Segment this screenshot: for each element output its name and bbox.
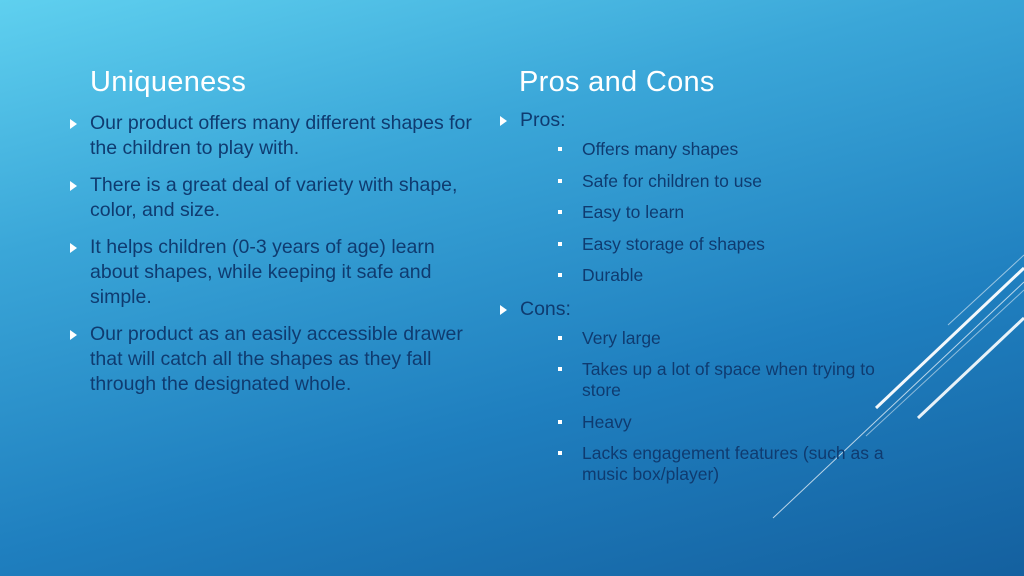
list-item: Durable xyxy=(558,265,896,286)
square-bullet-icon xyxy=(558,451,562,455)
square-bullet-icon xyxy=(558,242,562,246)
list-item: Takes up a lot of space when trying to store xyxy=(558,359,896,401)
arrow-bullet-icon xyxy=(500,305,507,315)
square-bullet-icon xyxy=(558,336,562,340)
square-bullet-icon xyxy=(558,147,562,151)
arrow-bullet-icon xyxy=(70,119,77,129)
square-bullet-icon xyxy=(558,367,562,371)
pros-label: Pros: xyxy=(520,109,566,131)
square-bullet-icon xyxy=(558,273,562,277)
uniqueness-list xyxy=(66,111,476,409)
pros-cons-heading: Pros and Cons xyxy=(519,66,715,98)
pros-sublist xyxy=(558,139,896,286)
list-item: Offers many shapes xyxy=(558,139,896,160)
list-item: There is a great deal of variety with shape, color, and size. xyxy=(66,173,476,223)
list-item: Our product offers many different shapes for the children to play with. xyxy=(66,111,476,161)
square-bullet-icon xyxy=(558,420,562,424)
arrow-bullet-icon xyxy=(500,116,507,126)
list-item: Very large xyxy=(558,328,896,349)
deco-line-1 xyxy=(948,255,1024,325)
list-item: Lacks engagement features (such as a music box/player) xyxy=(558,443,896,485)
arrow-bullet-icon xyxy=(70,181,77,191)
uniqueness-heading: Uniqueness xyxy=(90,66,247,98)
list-item: It helps children (0-3 years of age) learn about shapes, while keeping it safe and simple. xyxy=(66,235,476,310)
list-item: Safe for children to use xyxy=(558,171,896,192)
cons-sublist xyxy=(558,328,896,486)
pros-cons-list xyxy=(496,108,896,496)
arrow-bullet-icon xyxy=(70,243,77,253)
square-bullet-icon xyxy=(558,179,562,183)
list-item: Easy to learn xyxy=(558,202,896,223)
deco-line-3 xyxy=(918,318,1024,418)
list-item: Heavy xyxy=(558,412,896,433)
square-bullet-icon xyxy=(558,210,562,214)
list-item: Our product as an easily accessible drawer that will catch all the shapes as they fall through the designated whole. xyxy=(66,322,476,397)
arrow-bullet-icon xyxy=(70,330,77,340)
cons-label: Cons: xyxy=(520,297,571,320)
pros-group xyxy=(496,108,896,286)
cons-group xyxy=(496,297,896,486)
list-item: Easy storage of shapes xyxy=(558,234,896,255)
